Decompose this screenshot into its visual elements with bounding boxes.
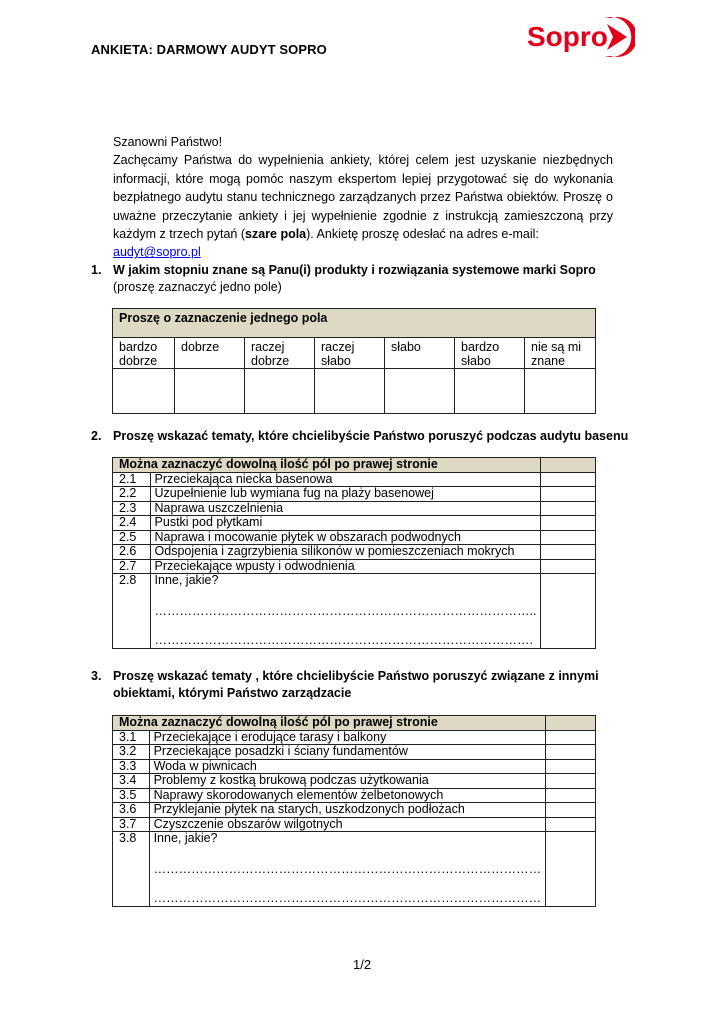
- item-label: Naprawy skorodowanych elementów żelbetonowych: [149, 788, 546, 803]
- answer-cell[interactable]: [113, 369, 175, 414]
- check-cell[interactable]: [541, 545, 596, 560]
- document-title: ANKIETA: DARMOWY AUDYT SOPRO: [91, 42, 327, 57]
- sopro-logo: [527, 14, 635, 60]
- item-label: Naprawa i mocowanie płytek w obszarach podwodnych: [150, 530, 541, 545]
- item-label: Uzupełnienie lub wymiana fug na plaży basenowej: [150, 487, 541, 502]
- check-cell[interactable]: [541, 530, 596, 545]
- answer-line[interactable]: ………………………………………………………………………………..: [154, 604, 537, 618]
- answer-cell[interactable]: [245, 369, 315, 414]
- item-label: Odspojenia i zagrzybienia silikonów w pomieszczeniach mokrych: [150, 545, 541, 560]
- check-cell[interactable]: [541, 472, 596, 487]
- question-2-table: [112, 457, 596, 649]
- item-number: 3.5: [113, 788, 150, 803]
- option-label: bardzo dobrze: [113, 338, 175, 369]
- intro-text: [113, 133, 613, 262]
- item-number: 3.8: [113, 832, 150, 907]
- question-3-table: [112, 715, 596, 907]
- check-cell[interactable]: [546, 832, 596, 907]
- answer-cell[interactable]: [455, 369, 525, 414]
- item-label: Przeciekające i erodujące tarasy i balkony: [149, 730, 546, 745]
- option-label: nie są mi znane: [525, 338, 596, 369]
- item-label: Woda w piwnicach: [149, 759, 546, 774]
- check-cell[interactable]: [546, 803, 596, 818]
- table-header: Proszę o zaznaczenie jednego pola: [113, 309, 596, 338]
- check-cell[interactable]: [546, 788, 596, 803]
- check-cell[interactable]: [541, 516, 596, 531]
- item-number: 2.6: [113, 545, 151, 560]
- item-label: Problemy z kostką brukową podczas użytkowania: [149, 774, 546, 789]
- item-number: 2.7: [113, 559, 151, 574]
- item-number: 3.3: [113, 759, 150, 774]
- check-cell[interactable]: [546, 774, 596, 789]
- item-label: Przeciekająca niecka basenowa: [150, 472, 541, 487]
- answer-cell[interactable]: [385, 369, 455, 414]
- item-number: 3.2: [113, 745, 150, 760]
- item-label: Pustki pod płytkami: [150, 516, 541, 531]
- check-cell[interactable]: [546, 817, 596, 832]
- question-2: 2. Proszę wskazać tematy, które chcielibyście Państwo poruszyć podczas audytu basenu: [91, 429, 629, 443]
- item-number: 3.4: [113, 774, 150, 789]
- item-number: 3.6: [113, 803, 150, 818]
- item-number: 2.8: [113, 574, 151, 649]
- answer-line[interactable]: ……………………………………………………………………………….: [154, 634, 534, 647]
- check-cell[interactable]: [546, 745, 596, 760]
- item-number: 3.1: [113, 730, 150, 745]
- greeting: Szanowni Państwo!: [113, 135, 223, 149]
- item-label: Przeciekające posadzki i ściany fundamentów: [149, 745, 546, 760]
- option-label: bardzo słabo: [455, 338, 525, 369]
- item-label: Naprawa uszczelnienia: [150, 501, 541, 516]
- option-label: raczej dobrze: [245, 338, 315, 369]
- question-3: 3. Proszę wskazać tematy , które chcielibyście Państwo poruszyć związane z innymi obiektami, którymi Państwo zarządzacie: [91, 669, 599, 700]
- option-label: słabo: [385, 338, 455, 369]
- table-header: Można zaznaczyć dowolną ilość pól po prawej stronie: [113, 458, 541, 473]
- answer-cell[interactable]: [175, 369, 245, 414]
- item-label: Inne, jakie?: [153, 831, 218, 845]
- item-number: 2.2: [113, 487, 151, 502]
- answer-cell[interactable]: [315, 369, 385, 414]
- page-number: 1/2: [353, 957, 372, 972]
- check-cell[interactable]: [541, 574, 596, 649]
- item-number: 2.3: [113, 501, 151, 516]
- question-1: 1. W jakim stopniu znane są Panu(i) produkty i rozwiązania systemowe marki Sopro (proszę zaznaczyć jedno pole): [91, 263, 596, 294]
- option-label: dobrze: [175, 338, 245, 369]
- item-label: Inne, jakie?: [154, 573, 219, 587]
- question-1-table: [112, 308, 596, 414]
- option-label: raczej słabo: [315, 338, 385, 369]
- item-label: Przeciekające wpusty i odwodnienia: [150, 559, 541, 574]
- check-cell[interactable]: [541, 501, 596, 516]
- check-cell[interactable]: [541, 559, 596, 574]
- question-1-instruction: (proszę zaznaczyć jedno pole): [113, 279, 282, 294]
- answer-cell[interactable]: [525, 369, 596, 414]
- logo-text: Sopro: [527, 21, 608, 52]
- item-label: Czyszczenie obszarów wilgotnych: [149, 817, 546, 832]
- answer-line[interactable]: …………………………………………………………………………………: [153, 892, 542, 905]
- item-label: Przyklejanie płytek na starych, uszkodzonych podłożach: [149, 803, 546, 818]
- check-cell[interactable]: [546, 730, 596, 745]
- email-link[interactable]: audyt@sopro.pl: [113, 245, 201, 260]
- item-number: 2.5: [113, 530, 151, 545]
- table-header: Można zaznaczyć dowolną ilość pól po prawej stronie: [113, 716, 546, 731]
- answer-line[interactable]: …………………………………………………………………………………: [153, 862, 542, 876]
- intro-paragraph: Zachęcamy Państwa do wypełnienia ankiety, której celem jest uzyskanie niezbędnych informacji, które mogą pomóc naszym ekspertom lepiej przygotować się do wykonania bezpłatnego audytu stanu technicznego zarządzanych przez Państwa obiektów. Proszę o uważne przeczytanie ankiety i jej wypełnienie zgodnie z instrukcją zamieszczoną przy każdym z trzech pytań (szare pola). Ankietę proszę odesłać na adres e-mail:: [113, 153, 613, 242]
- check-cell[interactable]: [541, 487, 596, 502]
- item-number: 3.7: [113, 817, 150, 832]
- item-number: 2.4: [113, 516, 151, 531]
- check-cell[interactable]: [546, 759, 596, 774]
- item-number: 2.1: [113, 472, 151, 487]
